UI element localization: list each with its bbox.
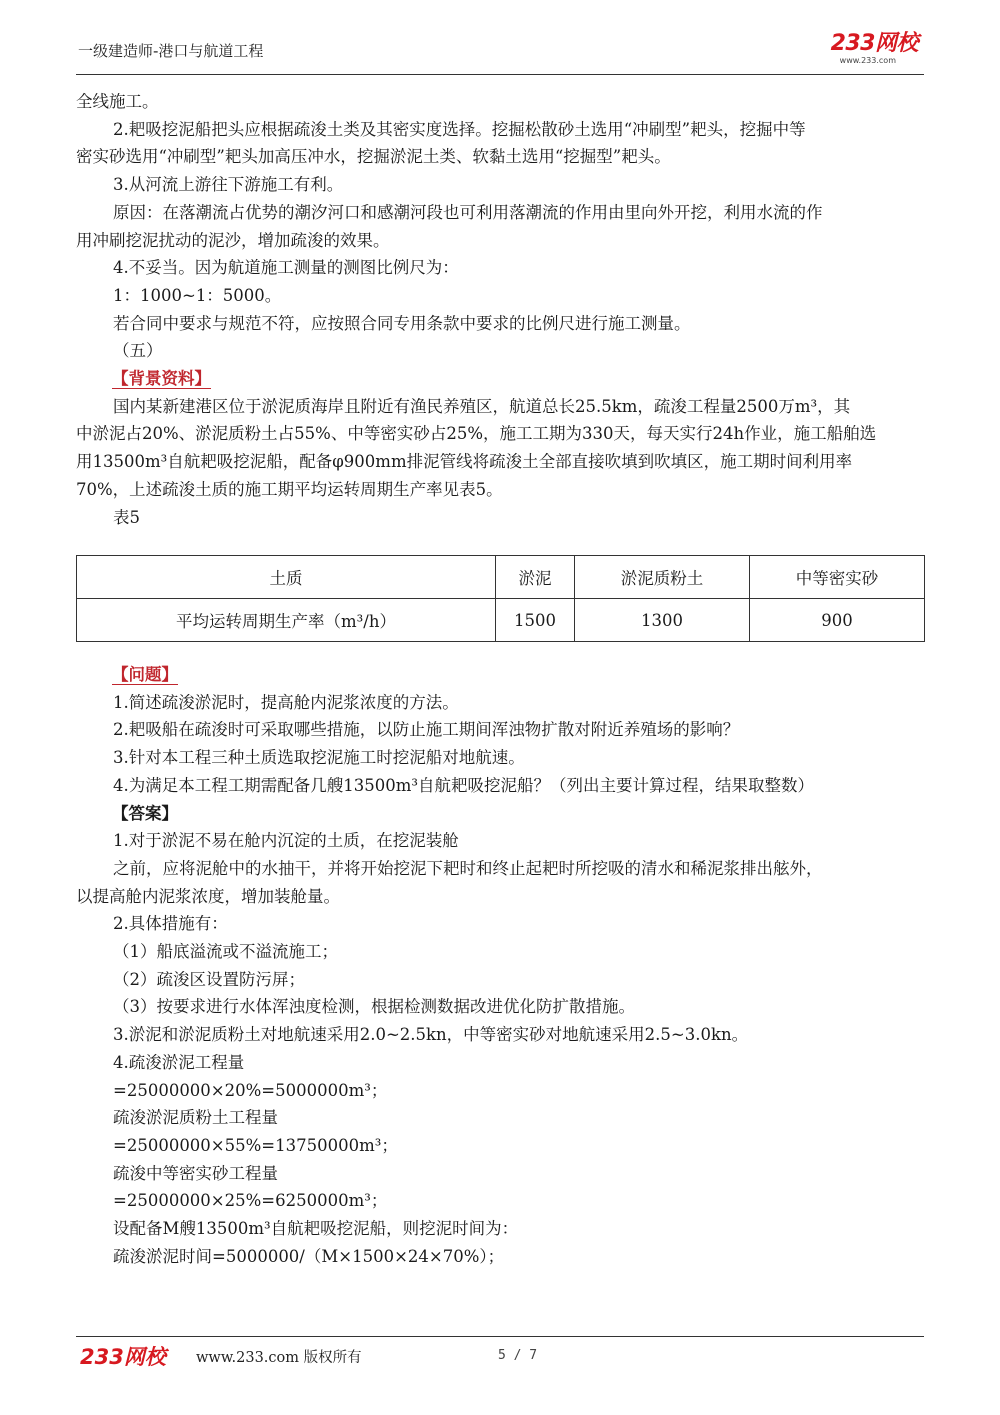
text-line: 国内某新建港区位于淤泥质海岸且附近有渔民养殖区，航道总长25.5km，疏浚工程量2500万m³，其: [113, 396, 851, 416]
section-heading-answers: 【答案】: [112, 803, 178, 823]
text-line: 密实砂选用“冲刷型”耙头加高压冲水，挖掘淤泥土类、软黏土选用“挖掘型”耙头。: [76, 147, 671, 167]
text-line: 2.耙吸挖泥船把头应根据疏浚土类及其密实度选择。挖掘松散砂土选用“冲刷型”耙头，挖掘中等: [113, 119, 806, 139]
section-heading-background: [76, 365, 926, 393]
table-header-cell: 淤泥质粉土: [575, 556, 750, 599]
table-caption: 表5: [113, 507, 140, 527]
table-cell: 1300: [575, 599, 750, 642]
page-footer: [76, 1336, 924, 1377]
text-line: 3.针对本工程三种土质选取挖泥施工时挖泥船对地航速。: [113, 748, 525, 768]
text-line: 4.不妥当。因为航道施工测量的测图比例尺为：: [113, 258, 459, 278]
text-line: 用13500m³自航耙吸挖泥船，配备φ900mm排泥管线将疏浚土全部直接吹填到吹填区，施工期时间利用率: [76, 452, 853, 472]
table-cell: 平均运转周期生产率（m³/h）: [77, 599, 496, 642]
table-cell: 1500: [496, 599, 575, 642]
text-line: 3.从河流上游往下游施工有利。: [113, 175, 344, 195]
page-number: 5 / 7: [498, 1348, 538, 1363]
text-line: （2）疏浚区设置防污屏；: [113, 969, 305, 989]
text-line: 以提高舱内泥浆浓度，增加装舱量。: [76, 886, 340, 906]
text-line: 原因：在落潮流占优势的潮汐河口和感潮河段也可利用落潮流的作用由里向外开挖，利用水流的作: [113, 202, 823, 222]
page-header: [76, 30, 924, 75]
text-line: 2.耙吸船在疏浚时可采取哪些措施，以防止施工期间浑浊物扩散对附近养殖场的影响？: [113, 720, 740, 740]
text-line: 之前，应将泥舱中的水抽干，并将开始挖泥下耙时和终止起耙时所挖吸的清水和稀泥浆排出舷外，: [113, 858, 823, 878]
text-line: =25000000×55%=13750000m³；: [113, 1135, 398, 1155]
text-line: 全线施工。: [76, 92, 159, 111]
table-cell: 900: [750, 599, 925, 642]
text-line: 疏浚中等密实砂工程量: [113, 1163, 278, 1183]
text-line: 设配备M艘13500m³自航耙吸挖泥船，则挖泥时间为：: [113, 1219, 519, 1239]
table-row: [77, 599, 925, 642]
text-line: 1：1000~1：5000。: [113, 285, 282, 305]
section-heading-questions: [76, 661, 926, 689]
table-header-cell: 土质: [77, 556, 496, 599]
table-header-cell: 淤泥: [496, 556, 575, 599]
document-body: [76, 88, 926, 531]
text-line: 中淤泥占20%、淤泥质粉土占55%、中等密实砂占25%，施工工期为330天，每天实行24h作业，施工船舶选: [76, 424, 877, 444]
logo-text: 233网校: [830, 31, 918, 56]
table-header-cell: 中等密实砂: [750, 556, 925, 599]
header-title: 一级建造师-港口与航道工程: [78, 42, 264, 60]
text-line: =25000000×25%=6250000m³；: [113, 1191, 388, 1211]
footer-copyright: www.233.com 版权所有: [196, 1350, 362, 1366]
text-line: 用冲刷挖泥扰动的泥沙，增加疏浚的效果。: [76, 230, 390, 250]
text-line: 4.疏浚淤泥工程量: [113, 1052, 245, 1072]
text-line: 疏浚淤泥质粉土工程量: [113, 1108, 278, 1128]
text-line: 4.为满足本工程工期需配备几艘13500m³自航耙吸挖泥船？（列出主要计算过程，结果取整数）: [113, 775, 814, 795]
text-line: 3.淤泥和淤泥质粉土对地航速采用2.0~2.5kn，中等密实砂对地航速采用2.5~3.0kn。: [113, 1025, 749, 1045]
section-heading-text: 【背景资料】: [112, 369, 211, 389]
text-line: （1）船底溢流或不溢流施工；: [113, 942, 338, 962]
data-table: [76, 555, 925, 642]
document-body-continued: [76, 661, 926, 1270]
logo-url: www.233.com: [839, 56, 896, 65]
table-header-row: [77, 556, 925, 599]
text-line: （五）: [113, 341, 163, 361]
brand-logo: [831, 32, 918, 65]
text-line: =25000000×20%=5000000m³；: [113, 1080, 388, 1100]
text-line: （3）按要求进行水体浑浊度检测，根据检测数据改进优化防扩散措施。: [113, 997, 635, 1017]
section-heading-text: 【问题】: [112, 665, 178, 684]
text-line: 1.对于淤泥不易在舱内沉淀的土质，在挖泥装舱: [113, 831, 459, 851]
text-line: 70%，上述疏浚土质的施工期平均运转周期生产率见表5。: [76, 479, 503, 499]
footer-logo: 233网校: [80, 1345, 166, 1369]
text-line: 疏浚淤泥时间=5000000/（M×1500×24×70%）；: [113, 1246, 505, 1266]
text-line: 若合同中要求与规范不符，应按照合同专用条款中要求的比例尺进行施工测量。: [113, 313, 691, 333]
text-line: 2.具体措施有：: [113, 914, 228, 934]
text-line: 1.简述疏浚淤泥时，提高舱内泥浆浓度的方法。: [113, 692, 459, 712]
